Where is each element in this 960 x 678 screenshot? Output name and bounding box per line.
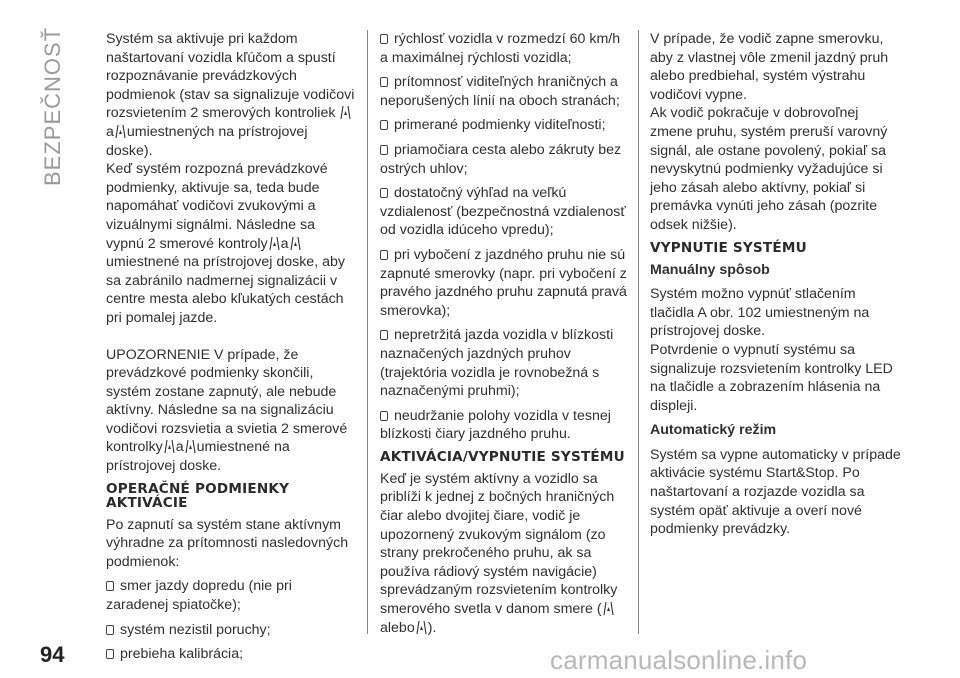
list-item: priamočiara cesta alebo zákruty bez ostrých uhlov; [380,141,622,177]
list-item: rýchlosť vozidla v rozmedzí 60 km/h a maximálnej rýchlosti vozidla; [380,31,621,66]
list-item: systém nezistil poruchy; [106,621,356,640]
paragraph: Systém sa aktivuje pri každom naštartovaní vozidla kľúčom a spustí rozpoznávanie prevádzkových podmienok (stav sa signalizuje vodičovi rozsvietením 2 smerových kontroliek a umiestnených na prístrojovej doske). [106,31,355,159]
section-label: BEZPEČNOSŤ [40,26,65,186]
subsection-heading: Automatický režim [650,422,777,439]
lane-right-warning-icon [185,439,196,454]
list-item: nepretržitá jazda vozidla v blízkosti naznačených jazdných pruhov (trajektória vozidla je rovnobežná s naznačenými pruhmi); [380,327,614,400]
list-item: pri vybočení z jazdného pruhu nie sú zapnuté smerovky (napr. pri vybočení z pravého jazdného pruhu zapnutá pravá smerovka); [380,246,627,319]
lane-right-warning-icon [416,620,427,635]
paragraph: Keď je systém aktívny a vozidlo sa priblíži k jednej z bočných hraničných čiar alebo dvojitej čiare, vodič je upozornený zvukovým signálom (zo strany prekročeného pruhu, ak sa používa rádiový systém navigácie) sprevádzaným rozsvietením kontrolky smerového svetla v danom smere ( alebo ). [380,470,618,636]
lane-left-warning-icon [164,439,175,454]
bullet-icon [106,649,114,659]
bullet-icon [380,120,388,130]
list-item: smer jazdy dopredu (nie pri zaradenej spiatočke); [106,578,292,614]
subsection-heading: Manuálny spôsob [650,261,770,278]
column-divider [638,30,639,634]
bullet-icon [380,250,388,260]
bullet-icon [380,34,388,44]
column-1 [106,30,356,664]
lane-right-warning-icon [290,236,301,251]
section-heading: AKTIVÁCIA/VYPNUTIE SYSTÉMU [380,448,625,465]
bullet-icon [380,77,388,87]
section-heading: OPERAČNÉ PODMIENKY AKTIVÁCIE [106,480,290,511]
list-item: neudržanie polohy vozidla v tesnej blízkosti čiary jazdného pruhu. [380,407,611,443]
paragraph: Systém možno vypnúť stlačením tlačidla A obr. 102 umiestneným na prístrojovej doske. [650,286,870,340]
page-number: 94 [40,642,65,667]
paragraph: V prípade, že vodič zapne smerovku, aby z vlastnej vôle zmenil jazdný pruh alebo predbiehal, systém výstrahu vodičovi vypne. [650,31,889,103]
watermark: carmanualsonline.info [550,645,808,675]
warning-paragraph: UPOZORNENIE V prípade, že prevádzkové podmienky skončili, systém zostane zapnutý, ale nebude aktívny. Následne sa na signalizáciu vodičovi rozsvietia a svietia 2 smerové kontrolky a umiestnené na prístrojovej doske. [106,346,348,475]
section-heading: VYPNUTIE SYSTÉMU [650,239,807,256]
lane-left-warning-icon [603,601,614,616]
column-2 [380,30,628,637]
bullet-icon [380,145,388,155]
list-item: prítomnosť viditeľných hraničných a neporušených línií na oboch stranách; [380,74,620,109]
bullet-icon [380,188,388,198]
column-3 [650,30,902,539]
column-divider [367,30,368,634]
bullet-icon [106,625,114,635]
bullet-icon [380,330,388,340]
lane-right-warning-icon [115,124,126,139]
paragraph: Potvrdenie o vypnutí systému sa signalizuje rozsvietením kontrolky LED na tlačidle a zobrazením hlásenia na displeji. [650,341,893,414]
paragraph: Keď systém rozpozná prevádzkové podmienky, aktivuje sa, teda bude napomáhať vodičovi zvukovými a vizuálnymi signálmi. Následne sa vypnú 2 smerové kontroly a umiestnené na prístrojovej doske, aby sa zabránilo nadmernej signalizácii v centre mesta alebo kľukatých cestách pri pomalej jazde. [106,161,345,326]
paragraph: Po zapnutí sa systém stane aktívnym výhradne za prítomnosti nasledovných podmienok: [106,516,349,570]
bullet-icon [380,411,388,421]
lane-left-warning-icon [269,236,280,251]
paragraph: Ak vodič pokračuje v dobrovoľnej zmene pruhu, systém preruší varovný signál, ale ostane povolený, pokiaľ sa nevyskytnú podmienky vyžadujúce si jeho zásah alebo aktívny, pokiaľ si premávka vynúti jeho zásah (pozrite odsek nižšie). [650,105,888,233]
lane-left-warning-icon [340,105,351,120]
list-item: prebieha kalibrácia; [106,645,356,664]
paragraph: Systém sa vypne automaticky v prípade aktivácie systému Start&Stop. Po naštartovaní a rozjazde vozidla sa systém opäť aktivuje a overí nové podmienky prevádzky. [650,446,901,538]
list-item: primerané podmienky viditeľnosti; [380,116,628,135]
bullet-icon [106,581,114,591]
list-item: dostatočný výhľad na veľkú vzdialenosť (bezpečnostná vzdialenosť od vozidla idúceho vpredu); [380,185,626,239]
